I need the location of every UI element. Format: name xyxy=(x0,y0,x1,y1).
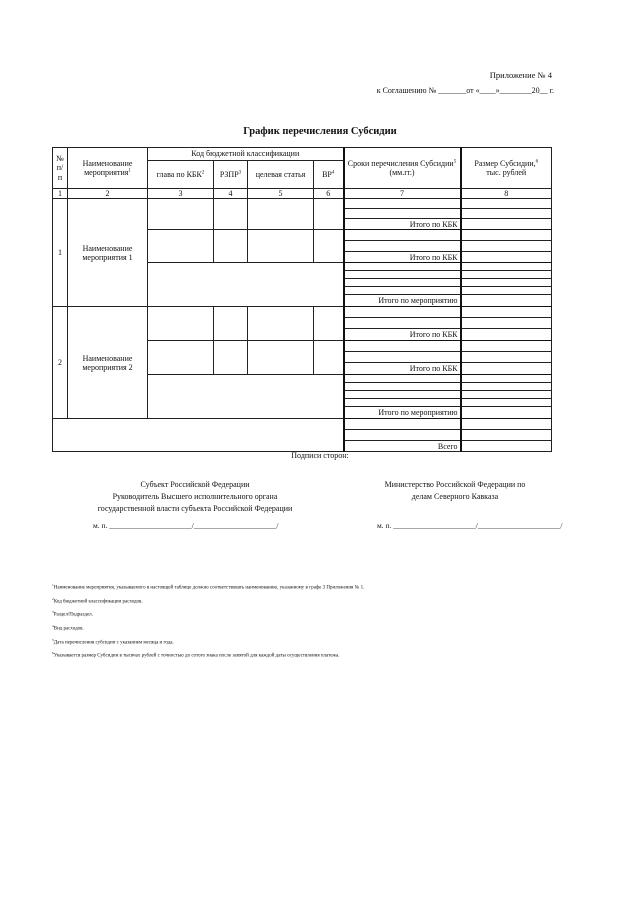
cell-target-article xyxy=(248,341,314,375)
cell-date xyxy=(344,399,461,407)
cell-date xyxy=(344,287,461,295)
header-subsidy-amount: Размер Субсидии,$^6$ тыс. рублей xyxy=(461,148,552,189)
sig-right-line-1: Министерство Российской Федерации по xyxy=(384,480,526,489)
cell-target-article xyxy=(248,230,314,263)
signatures-title: Подписи сторон: xyxy=(291,451,349,460)
cell-target-article xyxy=(248,199,314,230)
cell-amount xyxy=(461,263,552,271)
footnote: $^2$Код бюджетной классификации расходов. xyxy=(52,596,143,605)
col-number: 7 xyxy=(344,189,461,199)
cell-date xyxy=(344,318,461,329)
cell-glava xyxy=(148,341,214,375)
event-name: Наименование мероприятия 2 xyxy=(68,307,148,419)
footnotes xyxy=(52,580,364,662)
sig-right-line-2: делам Северного Кавказа xyxy=(411,492,499,501)
header-budget-code: Код бюджетной классификации xyxy=(148,148,344,161)
cell-amount xyxy=(461,252,552,263)
col-number: 5 xyxy=(248,189,314,199)
cell-amount xyxy=(461,307,552,318)
cell-amount xyxy=(461,230,552,241)
signature-line-right: м. п. ______________________/______________________/ xyxy=(377,521,563,530)
document-title: График перечисления Субсидии xyxy=(243,126,397,137)
col-number: 2 xyxy=(68,189,148,199)
col-number: 6 xyxy=(314,189,344,199)
subsidy-schedule-table xyxy=(52,147,552,452)
cell-vr xyxy=(314,307,344,341)
cell-date xyxy=(344,230,461,241)
cell-date xyxy=(344,279,461,287)
cell-amount xyxy=(461,383,552,391)
cell-amount xyxy=(461,341,552,352)
cell-rzpr xyxy=(214,341,248,375)
cell-amount xyxy=(461,399,552,407)
grand-total-label: Всего xyxy=(344,441,461,452)
cell-date xyxy=(344,352,461,363)
cell-amount xyxy=(461,199,552,209)
cell-vr xyxy=(314,341,344,375)
cell-amount xyxy=(461,241,552,252)
kbk-total-label: Итого по КБК xyxy=(344,252,461,263)
cell-date xyxy=(344,241,461,252)
signature-block-left xyxy=(60,479,330,515)
header-target-article: целевая статья xyxy=(248,161,314,189)
header-vr: $ВР^4$ xyxy=(314,161,344,189)
cell-date xyxy=(344,375,461,383)
cell-date xyxy=(344,209,461,219)
header-no: № п/п xyxy=(53,148,68,189)
footnote: $^5$Дата перечисления субсидии с указанием месяца и года. xyxy=(52,637,174,646)
cell-date xyxy=(344,271,461,279)
cell-date xyxy=(344,341,461,352)
kbk-total-label: Итого по КБК xyxy=(344,329,461,341)
kbk-total-label: Итого по КБК xyxy=(344,363,461,375)
event-total-label: Итого по мероприятию xyxy=(344,407,461,419)
footnote: $^6$Указывается размер Субсидии в тысячах рублей с точностью до сотого знака после запятой для каждой даты осуществления платежа. xyxy=(52,651,340,659)
col-number: 1 xyxy=(53,189,68,199)
cell-glava xyxy=(148,230,214,263)
cell-rzpr xyxy=(214,230,248,263)
cell-vr xyxy=(314,199,344,230)
kbk-total-label: Итого по КБК xyxy=(344,219,461,230)
signature-line-left: м. п. ______________________/______________________/ xyxy=(93,521,279,530)
row-no: 1 xyxy=(53,199,68,307)
cell-date xyxy=(344,263,461,271)
cell-amount xyxy=(461,219,552,230)
cell-amount xyxy=(461,318,552,329)
cell-date xyxy=(344,391,461,399)
cell-amount xyxy=(461,209,552,219)
col-number: 3 xyxy=(148,189,214,199)
cell-date xyxy=(344,307,461,318)
agreement-reference: к Соглашению № _______от «____»________20__ г. xyxy=(376,86,554,95)
event-name: Наименование мероприятия 1 xyxy=(68,199,148,307)
cell-glava xyxy=(148,199,214,230)
header-event-name: Наименование мероприятия$^1$ xyxy=(68,148,148,189)
col-number: 8 xyxy=(461,189,552,199)
header-transfer-dates: Сроки перечисления Субсидии$^5$ (мм.гг.) xyxy=(344,148,461,189)
cell-amount xyxy=(461,391,552,399)
footnote: $^3$Раздел/Подраздел. xyxy=(52,610,93,618)
cell-amount xyxy=(461,271,552,279)
cell-amount xyxy=(461,329,552,341)
signature-block-right xyxy=(360,479,550,503)
cell-date xyxy=(344,419,461,430)
empty-code-block xyxy=(148,263,344,307)
cell-amount xyxy=(461,407,552,419)
cell-vr xyxy=(314,230,344,263)
cell-rzpr xyxy=(214,307,248,341)
empty-code-block xyxy=(148,375,344,419)
cell-amount xyxy=(461,295,552,307)
sig-left-line-3: государственной власти субъекта Российской Федерации xyxy=(97,504,293,513)
cell-date xyxy=(344,199,461,209)
cell-target-article xyxy=(248,307,314,341)
col-number: 4 xyxy=(214,189,248,199)
sig-left-line-1: Субъект Российской Федерации xyxy=(140,480,250,489)
footnote: $^4$Вид расходов. xyxy=(52,623,84,632)
cell-amount xyxy=(461,279,552,287)
cell-amount xyxy=(461,375,552,383)
cell-amount xyxy=(461,287,552,295)
cell-amount xyxy=(461,352,552,363)
footnote: $^1$Наименование мероприятия, указываемого в настоящей таблице должно соответствовать наименованию, указанному в графе 3 Приложения № 1. xyxy=(52,583,365,591)
empty-total-block xyxy=(53,419,344,452)
cell-amount xyxy=(461,419,552,430)
appendix-label: Приложение № 4 xyxy=(489,70,552,80)
cell-amount xyxy=(461,363,552,375)
row-no: 2 xyxy=(53,307,68,419)
cell-glava xyxy=(148,307,214,341)
header-rzpr: РЗПР$^3$ xyxy=(214,161,248,189)
cell-date xyxy=(344,383,461,391)
sig-left-line-2: Руководитель Высшего исполнительного органа xyxy=(112,492,278,501)
event-total-label: Итого по мероприятию xyxy=(344,295,461,307)
header-glava: глава по КБК$^2$ xyxy=(148,161,214,189)
cell-rzpr xyxy=(214,199,248,230)
cell-date xyxy=(344,430,461,441)
cell-amount xyxy=(461,430,552,441)
